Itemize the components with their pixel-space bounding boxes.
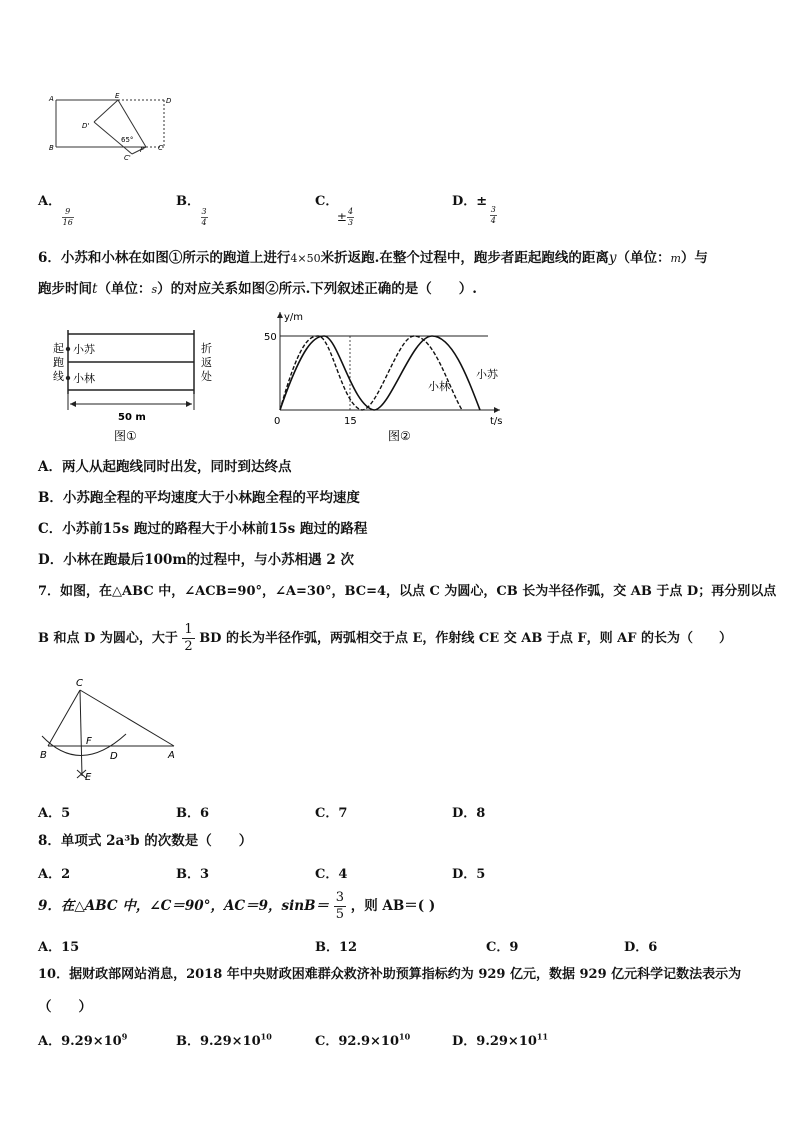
fig5-label-A: A — [49, 95, 54, 103]
q10-line1: 10．据财政部网站消息，2018 年中央财政困难群众救济补助预算指标约为 929 亿元，数据 929 亿元科学记数法表示为 — [38, 967, 742, 982]
fig5-label-C: C — [158, 144, 163, 152]
q7-line1: 7．如图，在△ABC 中，∠ACB=90°，∠A=30°，BC=4，以点 C 为圆心，CB 长为半径作弧，交 AB 于点 D；再分别以点 — [38, 584, 777, 599]
fig5-label-D: D — [166, 97, 172, 105]
fig7-label-D: D — [110, 751, 118, 762]
q5-option-c: C． ± $\frac{4}{3}$ — [315, 194, 354, 227]
q10-option-a: A．$9.29\times 10^9$ — [38, 1031, 128, 1049]
q5-option-b: B． $\frac{3}{4}$ — [176, 194, 207, 227]
fig2-legend-su: 小苏 — [476, 368, 498, 381]
fig5-label-angle: 65° — [121, 136, 134, 144]
fig1-turn-1: 折 — [201, 342, 212, 355]
fig5-label-B: B — [49, 144, 54, 152]
q9-option-d: D．6 — [624, 940, 658, 955]
fig5-label-Dprime: D' — [82, 122, 90, 130]
q10-option-b: B．$9.29\times 10^{10}$ — [176, 1031, 272, 1049]
fig2-xlabel: t/s — [490, 416, 503, 427]
q7-figure — [34, 676, 184, 784]
q5-option-a: A． $\frac{9}{16}$ — [38, 194, 73, 227]
q8-text: 8．单项式 2a³b 的次数是（ ） — [38, 833, 253, 849]
fig1-caption: 图① — [114, 429, 137, 443]
fig2-x0: 0 — [274, 416, 281, 427]
q5-option-d: D．± $\frac{3}{4}$ — [452, 194, 496, 225]
fig1-runner-lin: 小林 — [73, 372, 95, 385]
q6-figure-1 — [48, 322, 228, 444]
q8-option-c: C．4 — [315, 867, 348, 882]
fig7-label-C: C — [76, 678, 83, 689]
q7-option-d: D．8 — [452, 806, 486, 821]
q7-option-b: B．6 — [176, 806, 210, 821]
fig5-label-Cprime: C' — [124, 154, 131, 160]
fig1-runner-su: 小苏 — [73, 343, 95, 356]
fig2-legend-lin: 小林 — [428, 380, 450, 393]
q6-option-b: B．小苏跑全程的平均速度大于小林跑全程的平均速度 — [38, 490, 360, 506]
fig2-ylabel: y/m — [284, 312, 304, 323]
q6-option-c: C．小苏前15s 跑过的路程大于小林前15s 跑过的路程 — [38, 521, 368, 537]
q10-option-d: D．$9.29\times 10^{11}$ — [452, 1031, 549, 1049]
q10-line2: （ ） — [38, 999, 92, 1015]
q9-option-c: C．9 — [486, 940, 519, 955]
fig1-start-1: 起 — [53, 342, 64, 355]
q6-line1: 6．小苏和小林在如图①所示的跑道上进行4×50米折返跑.在整个过程中，跑步者距起跑线的距离y（单位：m）与 — [38, 250, 708, 266]
q6-option-a: A．两人从起跑线同时出发，同时到达终点 — [38, 459, 292, 475]
q7-line2: B 和点 D 为圆心，大于 $\frac{1}{2}$ BD 的长为半径作弧，两弧相交于点 E，作射线 CE 交 AB 于点 F，则 AF 的长为（ ） — [38, 622, 732, 654]
series-xiaosu-line — [280, 336, 480, 410]
fig2-x15: 15 — [344, 416, 357, 427]
q7-option-c: C．7 — [315, 806, 348, 821]
fig2-caption: 图② — [388, 429, 411, 443]
fig5-label-E: E — [115, 92, 120, 100]
fig1-start-3: 线 — [53, 370, 64, 383]
q10-option-c: C．$92.9\times 10^{10}$ — [315, 1031, 411, 1049]
q6-option-d: D．小林在跑最后100m的过程中，与小苏相遇 2 次 — [38, 552, 354, 568]
q7-option-a: A．5 — [38, 806, 71, 821]
fig1-turn-3: 处 — [201, 370, 212, 383]
q9-option-a: A．15 — [38, 940, 80, 955]
q5-figure — [46, 92, 176, 160]
fig2-y50: 50 — [264, 332, 277, 343]
q8-option-b: B．3 — [176, 867, 210, 882]
q8-option-d: D．5 — [452, 867, 486, 882]
q6-figure-2 — [262, 306, 512, 444]
q9-text: 9．在△ABC 中，∠C＝90°，AC＝9，sinB＝ $\frac{3}{5}$ ，则 AB＝( ) — [38, 890, 436, 922]
fig7-label-F: F — [86, 736, 92, 747]
q9-option-b: B．12 — [315, 940, 358, 955]
fig5-label-F: F — [140, 146, 145, 154]
fig7-label-E: E — [85, 772, 92, 783]
q6-line2: 跑步时间t（单位：s）的对应关系如图②所示.下列叙述正确的是（ ）. — [38, 281, 477, 297]
fig1-turn-2: 返 — [201, 356, 212, 369]
fig7-label-B: B — [40, 750, 47, 761]
fig1-start-2: 跑 — [53, 356, 64, 369]
fig7-label-A: A — [168, 750, 175, 761]
fig1-distance: 50 m — [118, 412, 146, 423]
q8-option-a: A．2 — [38, 867, 71, 882]
